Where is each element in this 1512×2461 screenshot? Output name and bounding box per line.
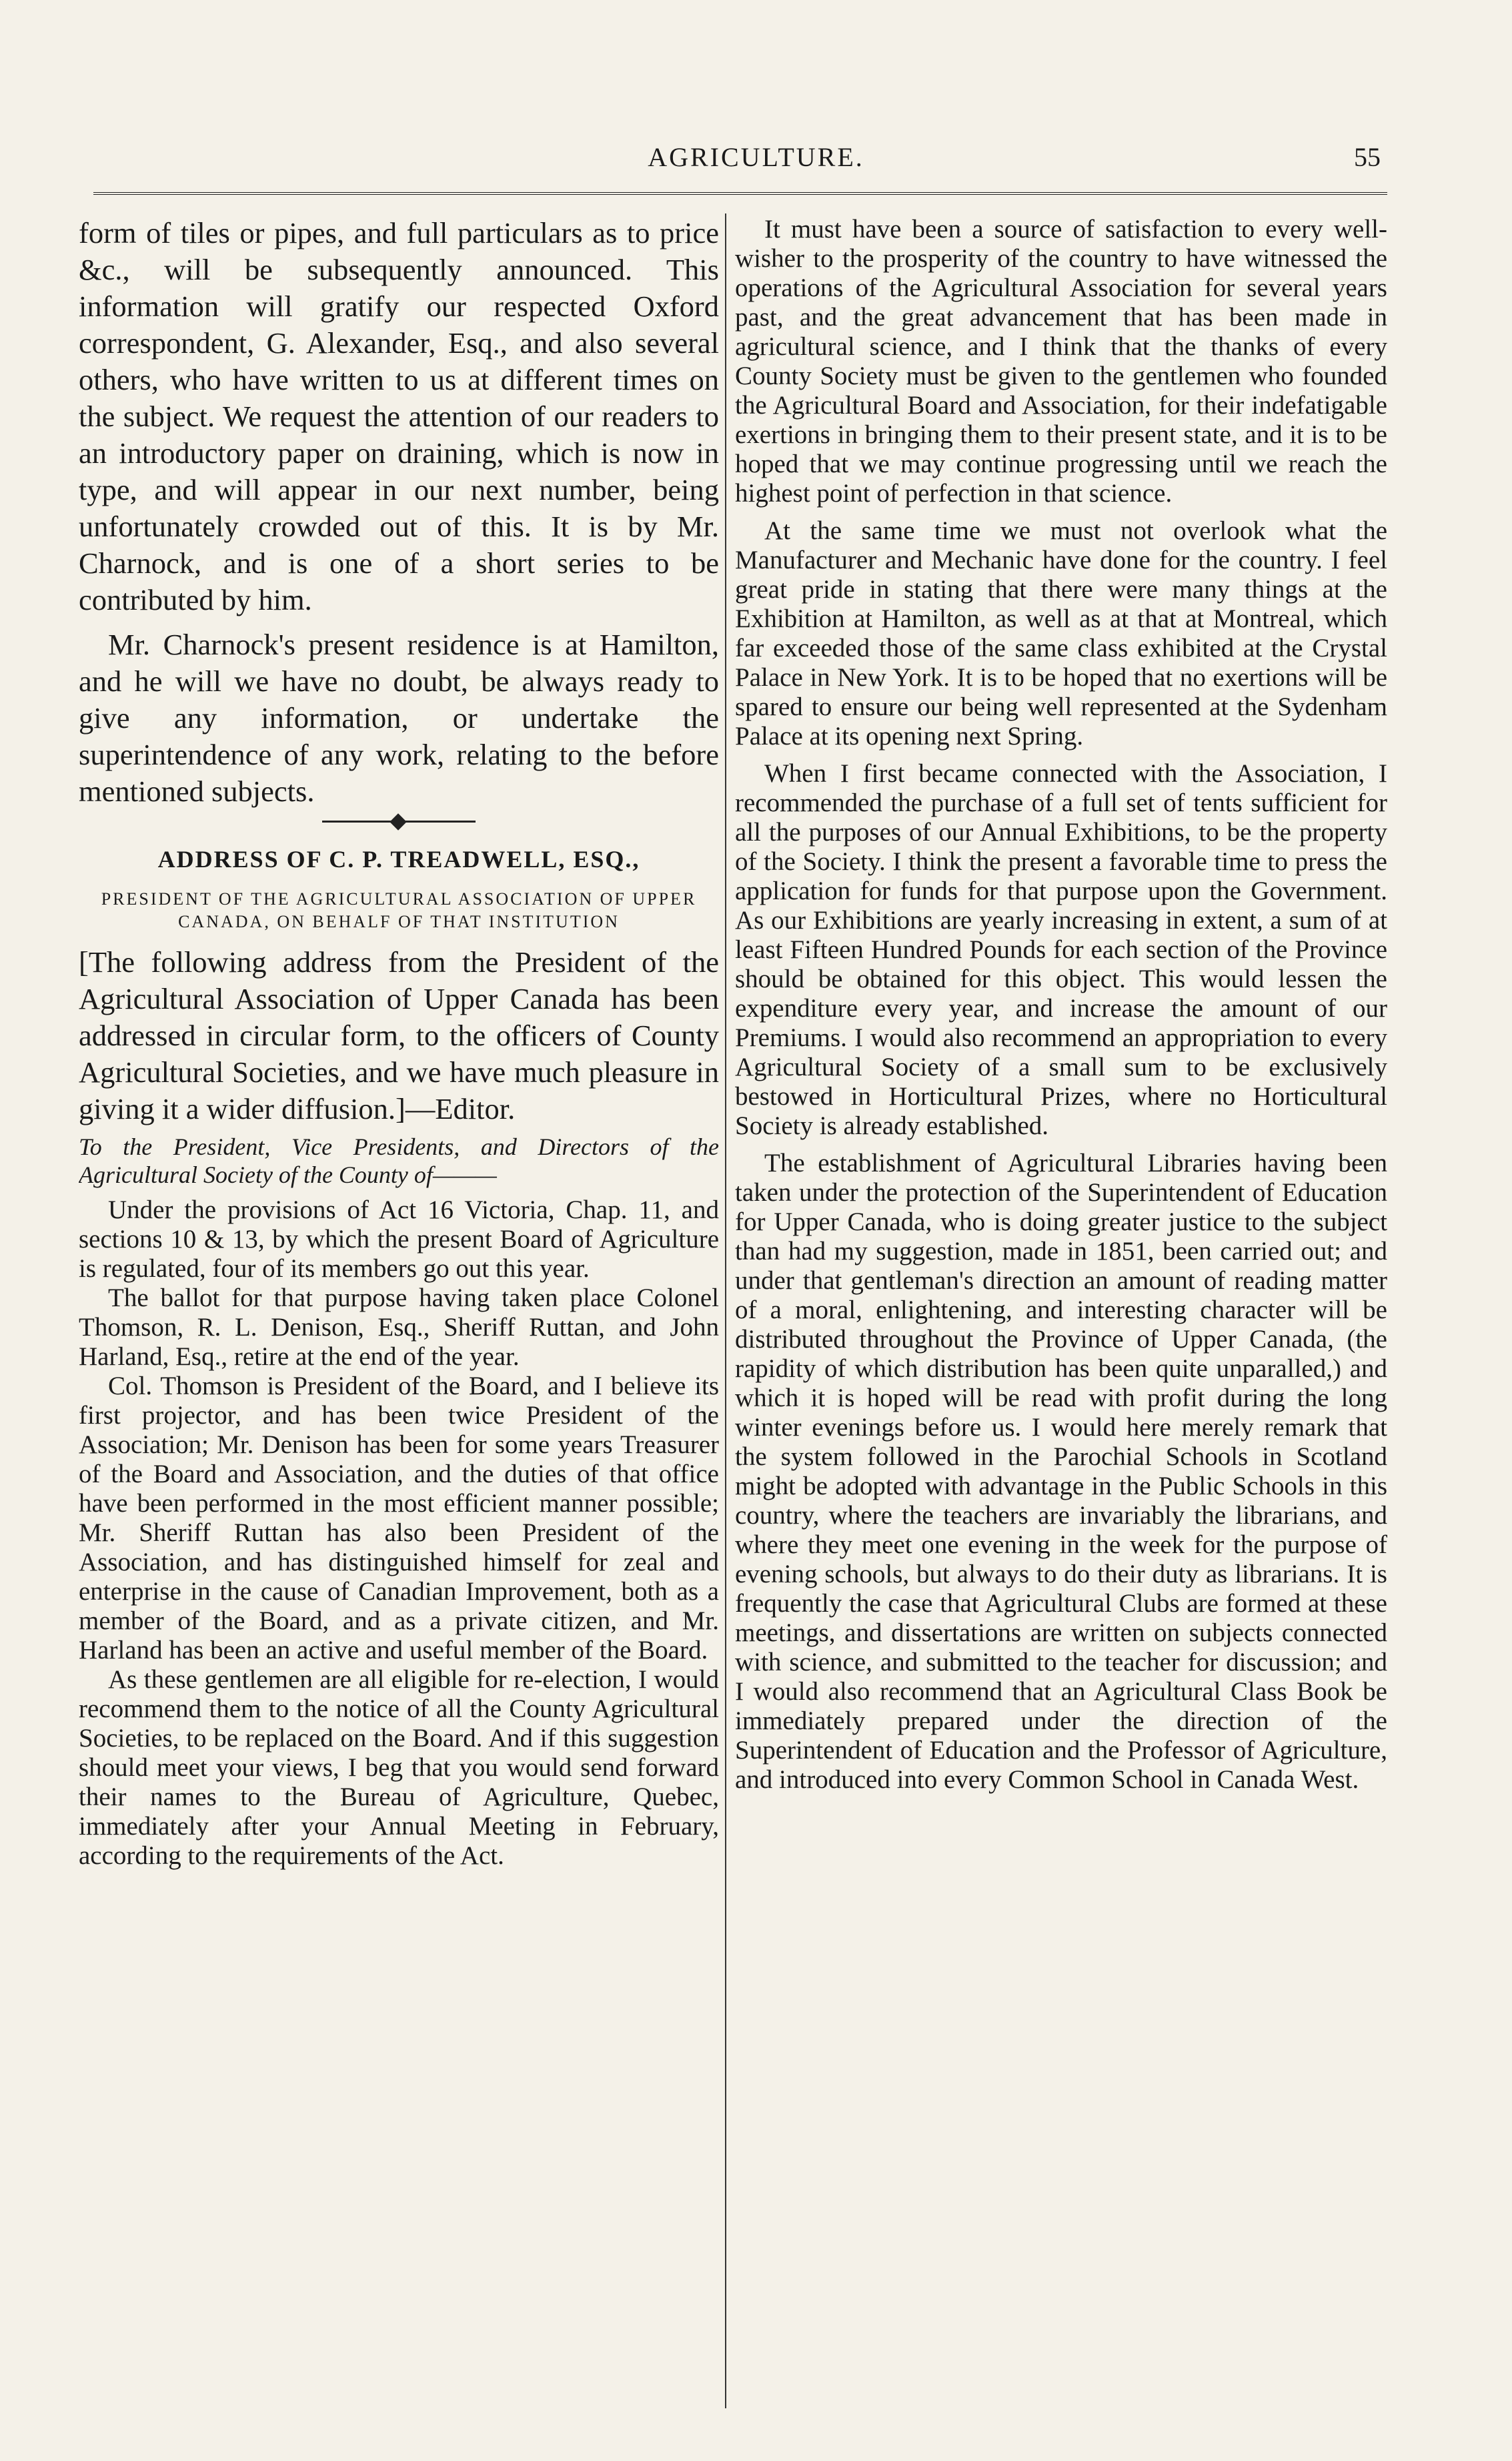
address-paragraph: The establishment of Agricultural Libraries having been taken under the protection of the Superintendent of Education for Upper Canada, who is doing greater justice to the subject than had my suggestion, made in 1851, been carried out; and under that gentleman's direction an amount of reading matter of a moral, enlightening, and interesting character will be distributed throughout the Province of Upper Canada, (the rapidity of which distribution has been quite unparalled,) and which it is hoped will be read with profit during the long winter evenings before us. I would here merely remark that the system followed in the Parochial Schools in Scotland might be adopted with advantage in the Public Schools in this country, where the teachers are invariably the librarians, and where they meet one evening in the week for the purpose of evening schools, but always to do their duty as librarians. It is frequently the case that Agricultural Clubs are formed at these meetings, and dissertations are written on subjects connected with science, and submitted to the teacher for discussion; and I would also recommend that an Agricultural Class Book be immediately prepared under the direction of the Superintendent of Education and the Professor of Agriculture, and introduced into every Common School in Canada West. (735, 1149, 1387, 1794)
section-heading: ADDRESS OF C. P. TREADWELL, ESQ., (157, 846, 640, 873)
charnock-paragraph: Mr. Charnock's present residence is at Hamilton, and he will we have no doubt, be always ready to give any information, or undertake the superintendence of any work, relating to the before mentioned subjects. (79, 628, 719, 808)
editor-note: [The following address from the President of the Agricultural Association of Upper Canada has been addressed in circular form, to the officers of County Agricultural Societies, and we have much pleasure in giving it a wider diffusion.]—Editor. (79, 945, 719, 1125)
address-paragraph: At the same time we must not overlook what the Manufacturer and Mechanic have done for the country. I feel great pride in stating that there were many things at the Exhibition at Hamilton, as well as at that at Montreal, which far exceeded those of the same class exhibited at the Crystal Palace in New York. It is to be hoped that no exertions will be spared to ensure our being well represented at the Sydenham Palace at its opening next Spring. (735, 516, 1387, 751)
column-divider (725, 213, 726, 2408)
address-paragraph: Col. Thomson is President of the Board, and I believe its first projector, and has been twice President of the Association; Mr. Denison has been for some years Treasurer of the Board and Association, and the duties of that office have been performed in the most efficient manner possible; Mr. Sheriff Ruttan has also been President of the Association, and has distinguished himself for zeal and enterprise in the cause of Canadian Improvement, both as a member of the Board, and as a private citizen, and Mr. Harland has been an active and useful member of the Board. (79, 1372, 719, 1664)
separator-ornament (390, 813, 406, 830)
address-paragraph: It must have been a source of satisfaction to every well-wisher to the prosperity of the country to have witnessed the operations of the Agricultural Association for several years past, and the great advancement that has been made in agricultural science, and I think that the thanks of every County Society must be given to the gentlemen who founded the Agricultural Board and Association, for their indefatigable exertions in bringing them to their present state, and it is to be hoped that we may continue progressing until we reach the highest point of perfection in that science. (735, 215, 1387, 508)
header-rule (93, 192, 1387, 195)
address-paragraph: The ballot for that purpose having taken place Colonel Thomson, R. L. Denison, Esq., Sheriff Ruttan, and John Harland, Esq., retire at the end of the year. (79, 1284, 719, 1371)
section-subheading: PRESIDENT OF THE AGRICULTURAL ASSOCIATION OF UPPER CANADA, ON BEHALF OF THAT INSTITUTION (101, 889, 697, 931)
left-column (79, 215, 719, 2416)
section-separator (322, 821, 476, 823)
right-column (735, 215, 1387, 2416)
address-paragraph: When I first became connected with the Association, I recommended the purchase of a full set of tents sufficient for all the purposes of our Annual Exhibitions, to be the property of the Society. I think the present a favorable time to press the application for funds for that purpose upon the Government. As our Exhibitions are yearly increasing in extent, a sum of at least Fifteen Hundred Pounds for each section of the Province should be obtained for this object. This would lessen the expenditure every year, and increase the amount of our Premiums. I would also recommend an appropriation to every Agricultural Society of a small sum to be exclusively bestowed in Horticultural Prizes, where no Horticultural Society is already established. (735, 759, 1387, 1140)
page-number: 55 (1354, 142, 1381, 172)
intro-paragraph: form of tiles or pipes, and full particulars as to price &c., will be subsequently announced. This information will gratify our respected Oxford correspondent, G. Alexander, Esq., and also several others, who have written to us at different times on the subject. We request the attention of our readers to an introductory paper on draining, which is now in type, and will appear in our next number, being unfortunately crowded out of this. It is by Mr. Charnock, and is one of a short series to be contributed by him. (79, 216, 719, 616)
address-paragraph: Under the provisions of Act 16 Victoria, Chap. 11, and sections 10 & 13, by which the present Board of Agriculture is regulated, four of its members go out this year. (79, 1195, 719, 1283)
running-header-title: AGRICULTURE. (648, 142, 864, 172)
address-paragraph: As these gentlemen are all eligible for re-election, I would recommend them to the notice of all the County Agricultural Societies, to be replaced on the Board. And if this suggestion should meet your views, I beg that you would send forward their names to the Bureau of Agriculture, Quebec, immediately after your Annual Meeting in February, according to the requirements of the Act. (79, 1665, 719, 1870)
address-salutation: To the President, Vice Presidents, and Directors of the Agricultural Society of the County of——— (79, 1133, 719, 1188)
